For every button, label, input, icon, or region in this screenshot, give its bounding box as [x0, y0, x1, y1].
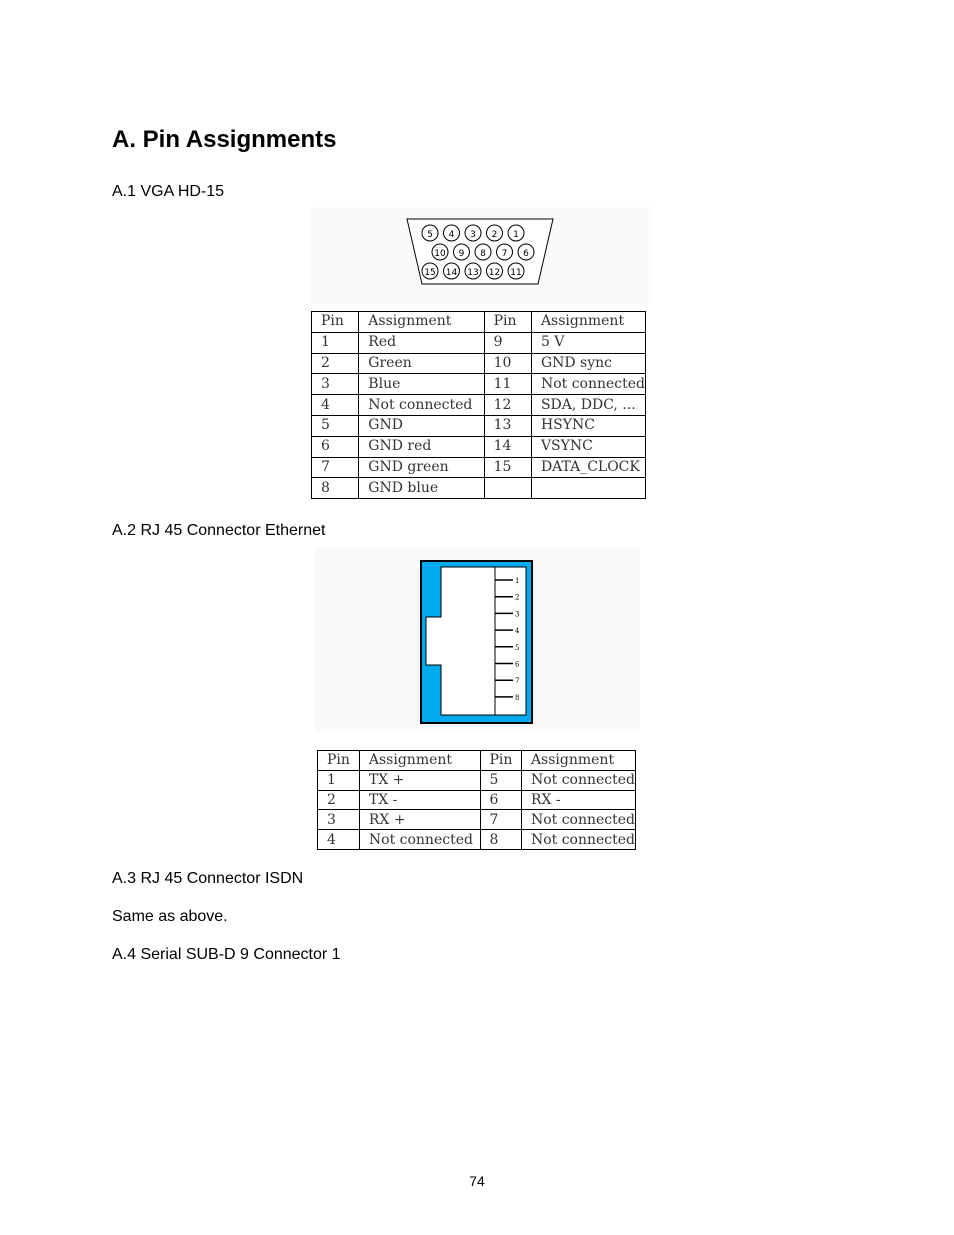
vga-cell: Red: [359, 332, 484, 353]
table-row: [312, 457, 646, 478]
rj45-cell: 4: [318, 830, 360, 850]
rj45-cell: TX -: [359, 790, 480, 810]
rj45-cell: 2: [318, 790, 360, 810]
rj45-pin-label: 3: [515, 610, 520, 619]
section-title-rj45-ethernet: A.2 RJ 45 Connector Ethernet: [112, 522, 326, 539]
vga-cell: Not connected: [531, 374, 645, 395]
vga-pin-label: 12: [488, 268, 501, 278]
rj45-cell: 5: [480, 770, 521, 790]
rj45-pin-label: 4: [515, 627, 520, 636]
table-row: [312, 415, 646, 436]
vga-cell: GND sync: [531, 353, 645, 374]
vga-cell: Green: [359, 353, 484, 374]
vga-cell: 2: [312, 353, 359, 374]
rj45-cell: TX +: [359, 770, 480, 790]
vga-cell: GND blue: [359, 478, 484, 499]
vga-cell: 12: [484, 395, 531, 416]
table-row: [318, 810, 636, 830]
vga-pin-label: 11: [510, 268, 522, 278]
vga-cell: GND: [359, 415, 484, 436]
vga-pin-table: [311, 311, 646, 499]
vga-cell: Not connected: [359, 395, 484, 416]
isdn-note: Same as above.: [112, 908, 228, 925]
vga-cell: 5 V: [531, 332, 645, 353]
vga-cell: 8: [312, 478, 359, 499]
rj45-cell: 7: [480, 810, 521, 830]
rj45-cell: Not connected: [521, 770, 635, 790]
page-title: A. Pin Assignments: [112, 126, 337, 153]
vga-connector-diagram: [310, 207, 652, 304]
rj45-pin-label: 6: [515, 660, 520, 669]
vga-cell: 14: [484, 436, 531, 457]
rj45-header-cell: Assignment: [359, 751, 480, 771]
rj45-pin-label: 2: [515, 593, 520, 602]
vga-cell: SDA, DDC, ...: [531, 395, 645, 416]
vga-pin-label: 10: [434, 249, 446, 259]
rj45-pin-label: 8: [515, 693, 520, 702]
vga-pin-label: 2: [491, 230, 498, 240]
vga-cell: VSYNC: [531, 436, 645, 457]
rj45-cell: 1: [318, 770, 360, 790]
vga-header-cell: Assignment: [359, 312, 484, 333]
vga-pin-label: 8: [480, 249, 486, 259]
vga-pin-label: 6: [523, 249, 529, 259]
vga-pin-label: 7: [501, 249, 508, 259]
vga-cell: HSYNC: [531, 415, 645, 436]
rj45-table-header: [318, 751, 636, 771]
vga-cell: 9: [484, 332, 531, 353]
vga-header-cell: Pin: [484, 312, 531, 333]
vga-cell: GND red: [359, 436, 484, 457]
rj45-pin-table: [317, 750, 636, 850]
rj45-cell: Not connected: [521, 810, 635, 830]
rj45-header-cell: Pin: [480, 751, 521, 771]
rj45-header-cell: Assignment: [521, 751, 635, 771]
vga-cell: 7: [312, 457, 359, 478]
vga-pin-label: 9: [458, 249, 465, 259]
table-row: [312, 395, 646, 416]
rj45-connector-diagram: [315, 547, 640, 732]
vga-cell: [484, 478, 531, 499]
vga-header-cell: Pin: [312, 312, 359, 333]
vga-pin-label: 1: [513, 230, 519, 240]
vga-cell: GND green: [359, 457, 484, 478]
table-row: [312, 332, 646, 353]
rj45-pin-label: 7: [515, 677, 520, 686]
rj45-cell: 8: [480, 830, 521, 850]
vga-pin-label: 13: [467, 268, 479, 278]
vga-pin-label: 15: [424, 268, 436, 278]
vga-cell: 3: [312, 374, 359, 395]
rj45-cell: RX +: [359, 810, 480, 830]
vga-table-header: [312, 312, 646, 333]
vga-pin-label: 3: [470, 230, 476, 240]
page-number: 74: [469, 1173, 485, 1189]
section-title-vga: A.1 VGA HD-15: [112, 183, 225, 200]
vga-cell: 6: [312, 436, 359, 457]
rj45-cell: 6: [480, 790, 521, 810]
section-title-rj45-isdn: A.3 RJ 45 Connector ISDN: [112, 870, 304, 887]
rj45-header-cell: Pin: [318, 751, 360, 771]
vga-pin-label: 5: [427, 230, 433, 240]
table-row: [312, 374, 646, 395]
vga-header-cell: Assignment: [531, 312, 645, 333]
vga-cell: 5: [312, 415, 359, 436]
rj45-pin-label: 1: [515, 577, 520, 585]
rj45-cell: RX -: [521, 790, 635, 810]
vga-cell: 10: [484, 353, 531, 374]
rj45-pin-label: 5: [515, 643, 520, 652]
table-row: [312, 353, 646, 374]
rj45-cell: Not connected: [359, 830, 480, 850]
vga-cell: [531, 478, 645, 499]
vga-cell: 1: [312, 332, 359, 353]
vga-cell: 13: [484, 415, 531, 436]
vga-cell: DATA_CLOCK: [531, 457, 645, 478]
table-row: [318, 830, 636, 850]
vga-cell: Blue: [359, 374, 484, 395]
rj45-cell: Not connected: [521, 830, 635, 850]
table-row: [312, 478, 646, 499]
vga-pin-label: 14: [445, 268, 458, 278]
table-row: [318, 770, 636, 790]
section-title-serial: A.4 Serial SUB-D 9 Connector 1: [112, 946, 341, 963]
vga-cell: 4: [312, 395, 359, 416]
vga-cell: 11: [484, 374, 531, 395]
vga-cell: 15: [484, 457, 531, 478]
vga-pin-label: 4: [448, 230, 455, 240]
table-row: [312, 436, 646, 457]
rj45-cell: 3: [318, 810, 360, 830]
table-row: [318, 790, 636, 810]
